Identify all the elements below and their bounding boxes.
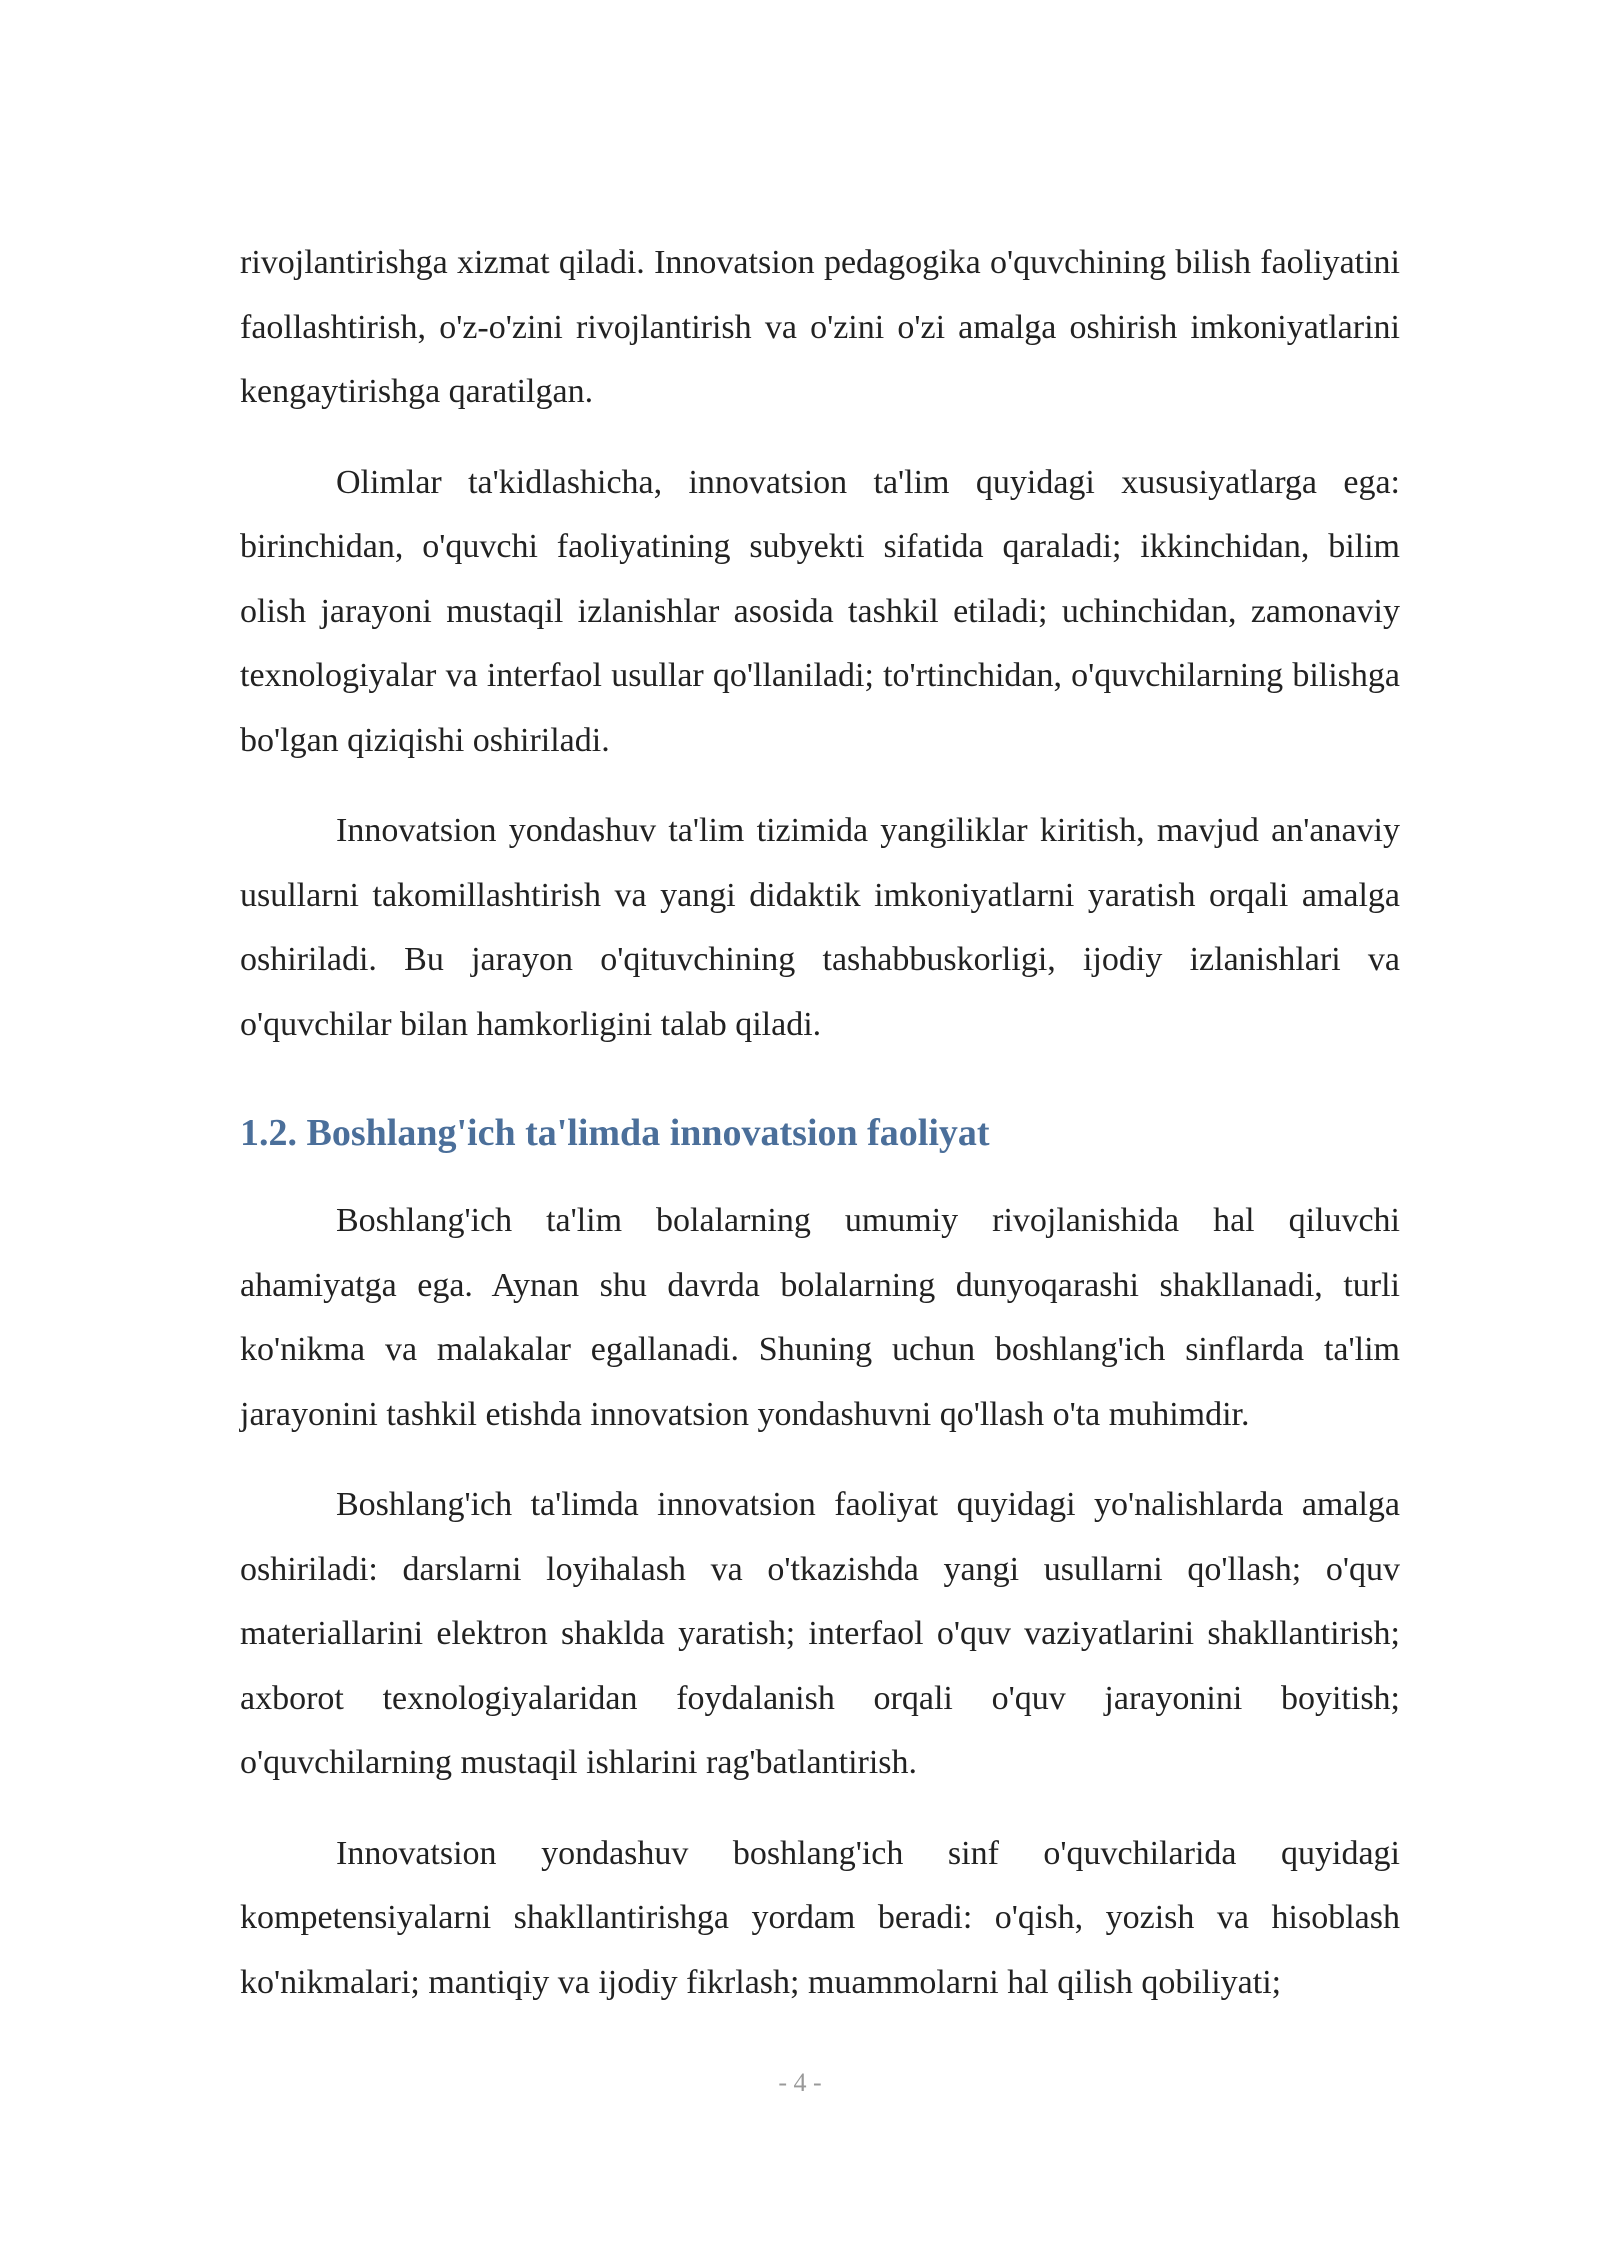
body-paragraph: Innovatsion yondashuv ta'lim tizimida yangiliklar kiritish, mavjud an'anaviy usullarni takomillashtirish va yangi didaktik imkoniyatlarni yaratish orqali amalga oshiriladi. Bu jarayon o'qituvchining tashabbuskorligi, ijodiy izlanishlari va o'quvchilar bilan hamkorligini talab qiladi.	[240, 812, 1400, 1043]
body-paragraph: rivojlantirishga xizmat qiladi. Innovatsion pedagogika o'quvchining bilish faoliyatini faollashtirish, o'z-o'zini rivojlantirish va o'zini o'zi amalga oshirish imkoniyatlarini kengaytirishga qaratilgan.	[240, 244, 1400, 410]
body-paragraph: Innovatsion yondashuv boshlang'ich sinf o'quvchilarida quyidagi kompetensiyalarni shakllantirishga yordam beradi: o'qish, yozish va hisoblash ko'nikmalari; mantiqiy va ijodiy fikrlash; muammolarni hal qilish qobiliyati;	[240, 1834, 1400, 2001]
section-heading: 1.2. Boshlang'ich ta'limda innovatsion faoliyat	[240, 1112, 990, 1154]
body-paragraph: Boshlang'ich ta'lim bolalarning umumiy rivojlanishida hal qiluvchi ahamiyatga ega. Aynan shu davrda bolalarning dunyoqarashi shakllanadi, turli ko'nikma va malakalar egallanadi. Shuning uchun boshlang'ich sinflarda ta'lim jarayonini tashkil etishda innovatsion yondashuvni qo'llash o'ta muhimdir.	[240, 1202, 1400, 1433]
page-content	[240, 231, 1400, 2041]
page-number: - 4 -	[778, 2068, 822, 2097]
body-paragraph: Olimlar ta'kidlashicha, innovatsion ta'lim quyidagi xususiyatlarga ega: birinchidan, o'quvchi faoliyatining subyekti sifatida qaraladi; ikkinchidan, bilim olish jarayoni mustaqil izlanishlar asosida tashkil etiladi; uchinchidan, zamonaviy texnologiyalar va interfaol usullar qo'llaniladi; to'rtinchidan, o'quvchilarning bilishga bo'lgan qiziqishi oshiriladi.	[240, 463, 1400, 759]
body-paragraph: Boshlang'ich ta'limda innovatsion faoliyat quyidagi yo'nalishlarda amalga oshiriladi: darslarni loyihalash va o'tkazishda yangi usullarni qo'llash; o'quv materiallarini elektron shaklda yaratish; interfaol o'quv vaziyatlarini shakllantirish; axborot texnologiyalaridan foydalanish orqali o'quv jarayonini boyitish; o'quvchilarning mustaqil ishlarini rag'batlantirish.	[240, 1486, 1400, 1781]
